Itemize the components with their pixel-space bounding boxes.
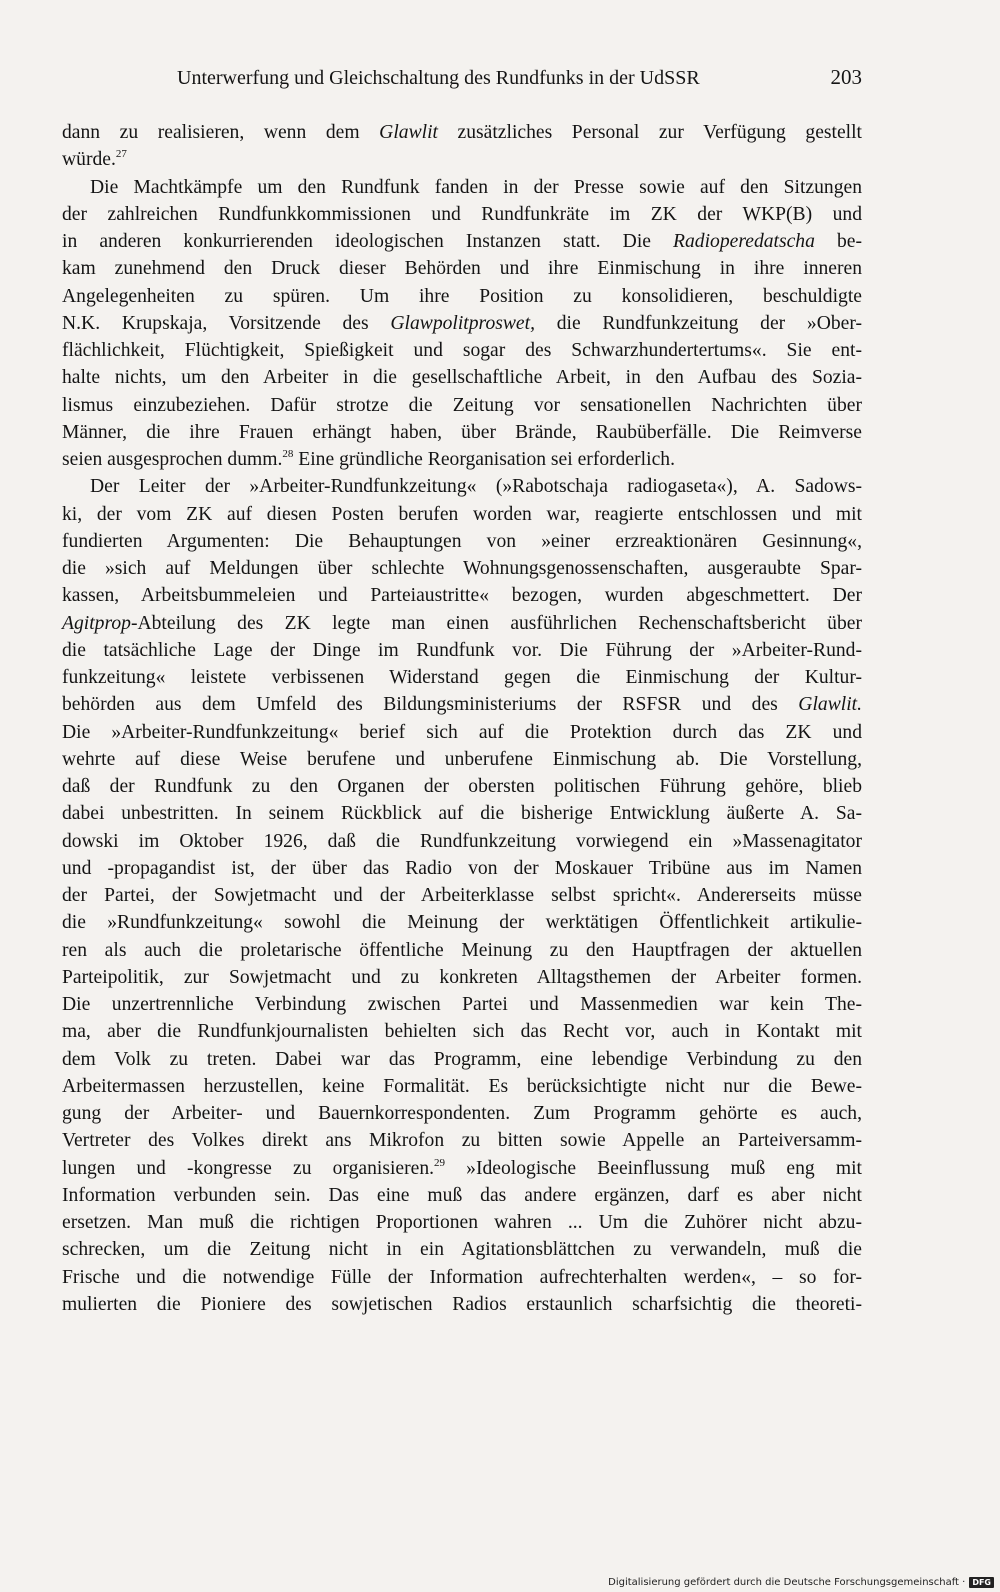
text-line: lungen und -kongresse zu organisieren.$^{29}$ »Ideologische Beeinflussung muß eng mit bbox=[62, 1156, 862, 1179]
text-line: die tatsächliche Lage der Dinge im Rundfunk vor. Die Führung der »Arbeiter-Rund- bbox=[62, 639, 862, 661]
book-page bbox=[62, 64, 862, 1318]
text-line: seien ausgesprochen dumm.$^{28}$ Eine gründliche Reorganisation sei erforderlich. bbox=[62, 448, 675, 470]
footnote-ref: 28 bbox=[282, 448, 294, 460]
text-line: der zahlreichen Rundfunkkommissionen und Rundfunkräte im ZK der WKP(B) und bbox=[62, 203, 862, 225]
text-line: N.K. Krupskaja, Vorsitzende des Glawpolitproswet, die Rundfunkzeitung der »Ober- bbox=[62, 312, 862, 334]
text-line: dowski im Oktober 1926, daß die Rundfunkzeitung vorwiegend ein »Massenagitator bbox=[62, 830, 862, 852]
text-line: die »sich auf Meldungen über schlechte Wohnungsgenossenschaften, ausgeraubte Spar- bbox=[62, 558, 862, 579]
footnote-ref: 29 bbox=[434, 1156, 446, 1169]
text-line: Männer, die ihre Frauen erhängt haben, über Brände, Raubüberfälle. Die Reimverse bbox=[62, 421, 862, 443]
text-line: gung der Arbeiter- und Bauernkorrespondenten. Zum Programm gehörte es auch, bbox=[62, 1103, 862, 1124]
text-line: dem Volk zu treten. Dabei war das Programm, eine lebendige Verbindung zu den bbox=[62, 1048, 862, 1070]
text-line: kam zunehmend den Druck dieser Behörden und ihre Einmischung in ihre inneren bbox=[62, 258, 862, 280]
italic-term: Radioperedatscha bbox=[673, 231, 815, 252]
text-line: behörden aus dem Umfeld des Bildungsministeriums der RSFSR und des Glawlit. bbox=[62, 694, 862, 716]
text-line: ersetzen. Man muß die richtigen Proportionen wahren ... Um die Zuhörer nicht abzu- bbox=[62, 1212, 862, 1233]
italic-term: Glawlit bbox=[379, 122, 438, 143]
italic-term: Glawlit. bbox=[798, 694, 862, 716]
text-line: Die unzertrennliche Verbindung zwischen Partei und Massenmedien war kein The- bbox=[62, 994, 862, 1015]
text-line: Arbeitermassen herzustellen, keine Formalität. Es berücksichtigte nicht nur die Bewe- bbox=[62, 1075, 862, 1097]
text-line: Information verbunden sein. Das eine muß das andere ergänzen, darf es aber nicht bbox=[62, 1184, 862, 1206]
funding-note: Digitalisierung gefördert durch die Deutsche Forschungsgemeinschaft · bbox=[608, 1577, 966, 1588]
text-line: mulierten die Pioniere des sowjetischen Radios erstaunlich scharfsichtig die theoreti- bbox=[62, 1293, 862, 1315]
digitization-footer bbox=[608, 1577, 994, 1588]
running-header bbox=[62, 64, 862, 91]
paragraph-start: Der Leiter der »Arbeiter-Rundfunkzeitung« (»Rabotschaja radiogaseta«), A. Sadows- bbox=[90, 476, 862, 498]
text-line: kassen, Arbeitsbummeleien und Parteiaustritte« bezogen, wurden abgeschmettert. Der bbox=[62, 585, 862, 607]
text-line: in anderen konkurrierenden ideologischen Instanzen statt. Die Radioperedatscha be- bbox=[62, 231, 863, 252]
text-line: ren als auch die proletarische öffentliche Meinung zu den Hauptfragen der aktuellen bbox=[62, 939, 862, 961]
text-line: dann zu realisieren, wenn dem Glawlit zusätzliches Personal zur Verfügung gestellt bbox=[62, 122, 862, 143]
text-line: funkzeitung« leistete verbissenen Widerstand gegen die Einmischung der Kultur- bbox=[62, 667, 862, 688]
text-line: Angelegenheiten zu spüren. Um ihre Position zu konsolidieren, beschuldigte bbox=[62, 285, 862, 307]
text-line: daß der Rundfunk zu den Organen der obersten politischen Führung gehöre, blieb bbox=[62, 776, 862, 797]
text-line: ki, der vom ZK auf diesen Posten berufen worden war, reagierte entschlossen und mit bbox=[62, 503, 862, 525]
text-line: die »Rundfunkzeitung« sowohl die Meinung der werktätigen Öffentlichkeit artikulie- bbox=[62, 912, 862, 934]
text-line: dabei unbestritten. In seinem Rückblick auf die bisherige Entwicklung äußerte A. Sa- bbox=[62, 803, 862, 825]
italic-term: Agitprop bbox=[62, 612, 131, 634]
text-line: würde.$^{27}$ bbox=[62, 148, 127, 171]
text-line: schrecken, um die Zeitung nicht in ein Agitationsblättchen zu verwandeln, muß die bbox=[62, 1239, 862, 1261]
text-line: Agitprop-Abteilung des ZK legte man einen ausführlichen Rechenschaftsbericht über bbox=[62, 612, 862, 634]
text-line: Die »Arbeiter-Rundfunkzeitung« berief sich auf die Protektion durch das ZK und bbox=[62, 721, 862, 743]
paragraph-start: Die Machtkämpfe um den Rundfunk fanden in der Presse sowie auf den Sitzungen bbox=[90, 176, 862, 198]
text-line: halte nichts, um den Arbeiter in die gesellschaftliche Arbeit, in den Aufbau des Sozia- bbox=[62, 367, 862, 389]
text-line: Vertreter des Volkes direkt ans Mikrofon zu bitten sowie Appelle an Parteiversamm- bbox=[62, 1130, 862, 1152]
italic-term: Glawpolitproswet, bbox=[390, 312, 535, 334]
text-line: fundierten Argumenten: Die Behauptungen von »einer erzreaktionären Gesinnung«, bbox=[62, 530, 862, 552]
body-text bbox=[62, 119, 862, 1318]
text-line: Frische und die notwendige Fülle der Information aufrechterhalten werden«, – so for- bbox=[62, 1266, 862, 1288]
text-line: wehrte auf diese Weise berufene und unberufene Einmischung ab. Die Vorstellung, bbox=[62, 748, 862, 770]
dfg-logo: DFG bbox=[969, 1577, 994, 1588]
text-line: flächlichkeit, Flüchtigkeit, Spießigkeit und sogar des Schwarzhundertertums«. Sie ent- bbox=[62, 340, 862, 361]
text-line: ma, aber die Rundfunkjournalisten behielten sich das Recht vor, auch in Kontakt mit bbox=[62, 1021, 862, 1043]
footnote-ref: 27 bbox=[115, 148, 127, 161]
text-line: lismus einzubeziehen. Dafür strotze die Zeitung vor sensationellen Nachrichten über bbox=[62, 394, 862, 416]
text-line: der Partei, der Sowjetmacht und der Arbeiterklasse selbst spricht«. Andererseits müsse bbox=[62, 885, 862, 906]
running-title: Unterwerfung und Gleichschaltung des Rundfunks in der UdSSR bbox=[177, 67, 700, 89]
page-number: 203 bbox=[830, 65, 862, 89]
text-line: Parteipolitik, zur Sowjetmacht und zu konkreten Alltagsthemen der Arbeiter formen. bbox=[62, 966, 862, 988]
text-line: und -propagandist ist, der über das Radio von der Moskauer Tribüne aus im Namen bbox=[62, 857, 862, 879]
